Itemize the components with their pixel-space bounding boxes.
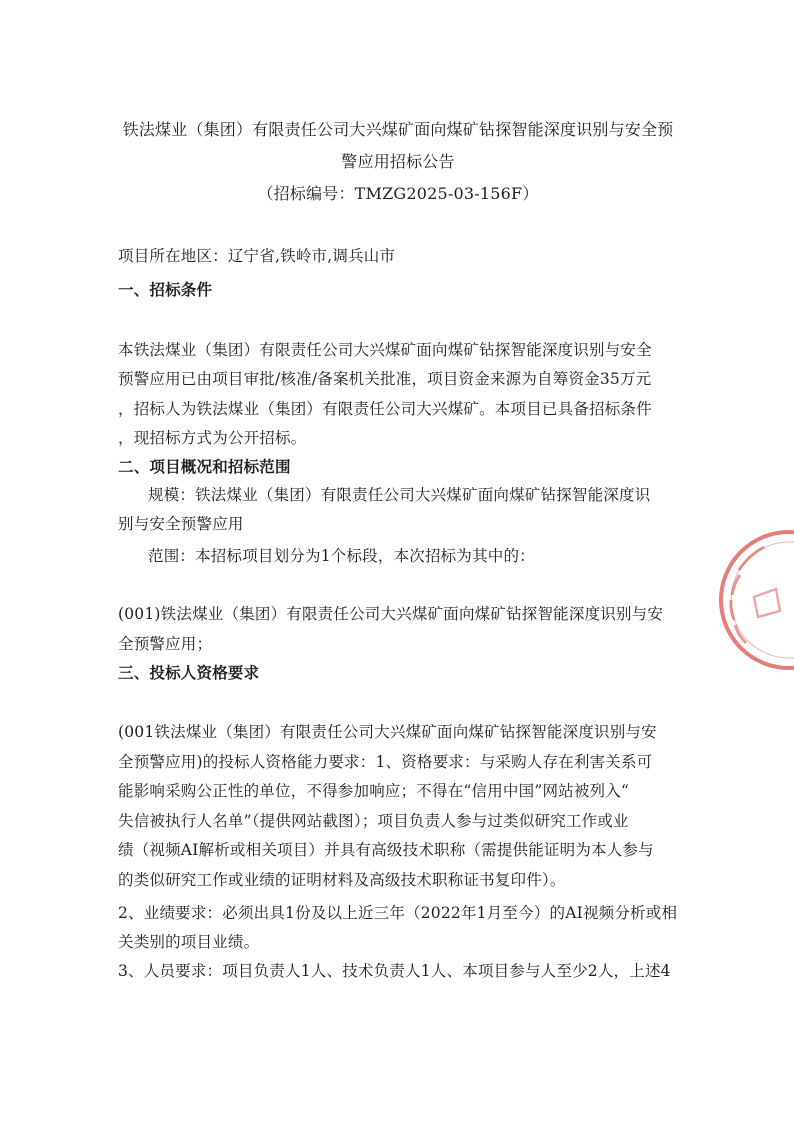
section-1-line: ，招标人为铁法煤业（集团）有限责任公司大兴煤矿。本项目已具备招标条件	[118, 400, 652, 418]
scale-line: 别与安全预警应用	[118, 515, 244, 533]
scope-line: 范围：本招标项目划分为1个标段，本次招标为其中的：	[148, 547, 535, 565]
section-3-line: 绩（视频AI解析或相关项目）并具有高级技术职称（需提供能证明为本人参与	[118, 841, 654, 859]
project-location: 项目所在地区：辽宁省,铁岭市,调兵山市	[118, 247, 396, 265]
section-1-line: 预警应用已由项目审批/核准/备案机关批准，项目资金来源为自筹资金35万元	[118, 370, 652, 388]
company-seal-stamp	[714, 525, 794, 675]
section-3-line: 的类似研究工作或业绩的证明材料及高级技术职称证书复印件）。	[118, 871, 566, 889]
section-2-heading: 二、项目概况和招标范围	[118, 458, 291, 476]
section-3-line: 失信被执行人名单”（提供网站截图）；项目负责人参与过类似研究工作或业	[118, 812, 629, 830]
section-3-line: 3、人员要求：项目负责人1人、技术负责人1人、本项目参与人至少2人，上述4	[118, 962, 671, 980]
scale-line: 规模：铁法煤业（集团）有限责任公司大兴煤矿面向煤矿钻探智能深度识	[148, 486, 651, 504]
document-title-line-1: 铁法煤业（集团）有限责任公司大兴煤矿面向煤矿钻探智能深度识别与安全预	[122, 120, 674, 139]
section-3-line: 能影响采购公正性的单位，不得参加响应；不得在“信用中国”网站被列入“	[118, 782, 630, 800]
lot-line: (001)铁法煤业（集团）有限责任公司大兴煤矿面向煤矿钻探智能深度识别与安	[118, 605, 664, 623]
lot-line: 全预警应用；	[118, 635, 213, 653]
section-1-heading: 一、招标条件	[118, 281, 213, 299]
section-3-line: (001铁法煤业（集团）有限责任公司大兴煤矿面向煤矿钻探智能深度识别与安	[118, 723, 657, 741]
section-3-line: 全预警应用)的投标人资格能力要求：1、资格要求：与采购人存在利害关系可	[118, 753, 653, 771]
section-3-line: 2、业绩要求：必须出具1份及以上近三年（2022年1月至今）的AI视频分析或相	[118, 904, 678, 922]
document-title-line-2: 警应用招标公告	[341, 152, 455, 171]
section-3-heading: 三、投标人资格要求	[118, 664, 260, 682]
tender-number: （招标编号：TMZG2025-03-156F）	[257, 184, 539, 203]
section-1-line: 本铁法煤业（集团）有限责任公司大兴煤矿面向煤矿钻探智能深度识别与安全	[118, 341, 652, 359]
section-3-line: 关类别的项目业绩。	[118, 933, 260, 951]
section-1-line: ，现招标方式为公开招标。	[118, 429, 307, 447]
